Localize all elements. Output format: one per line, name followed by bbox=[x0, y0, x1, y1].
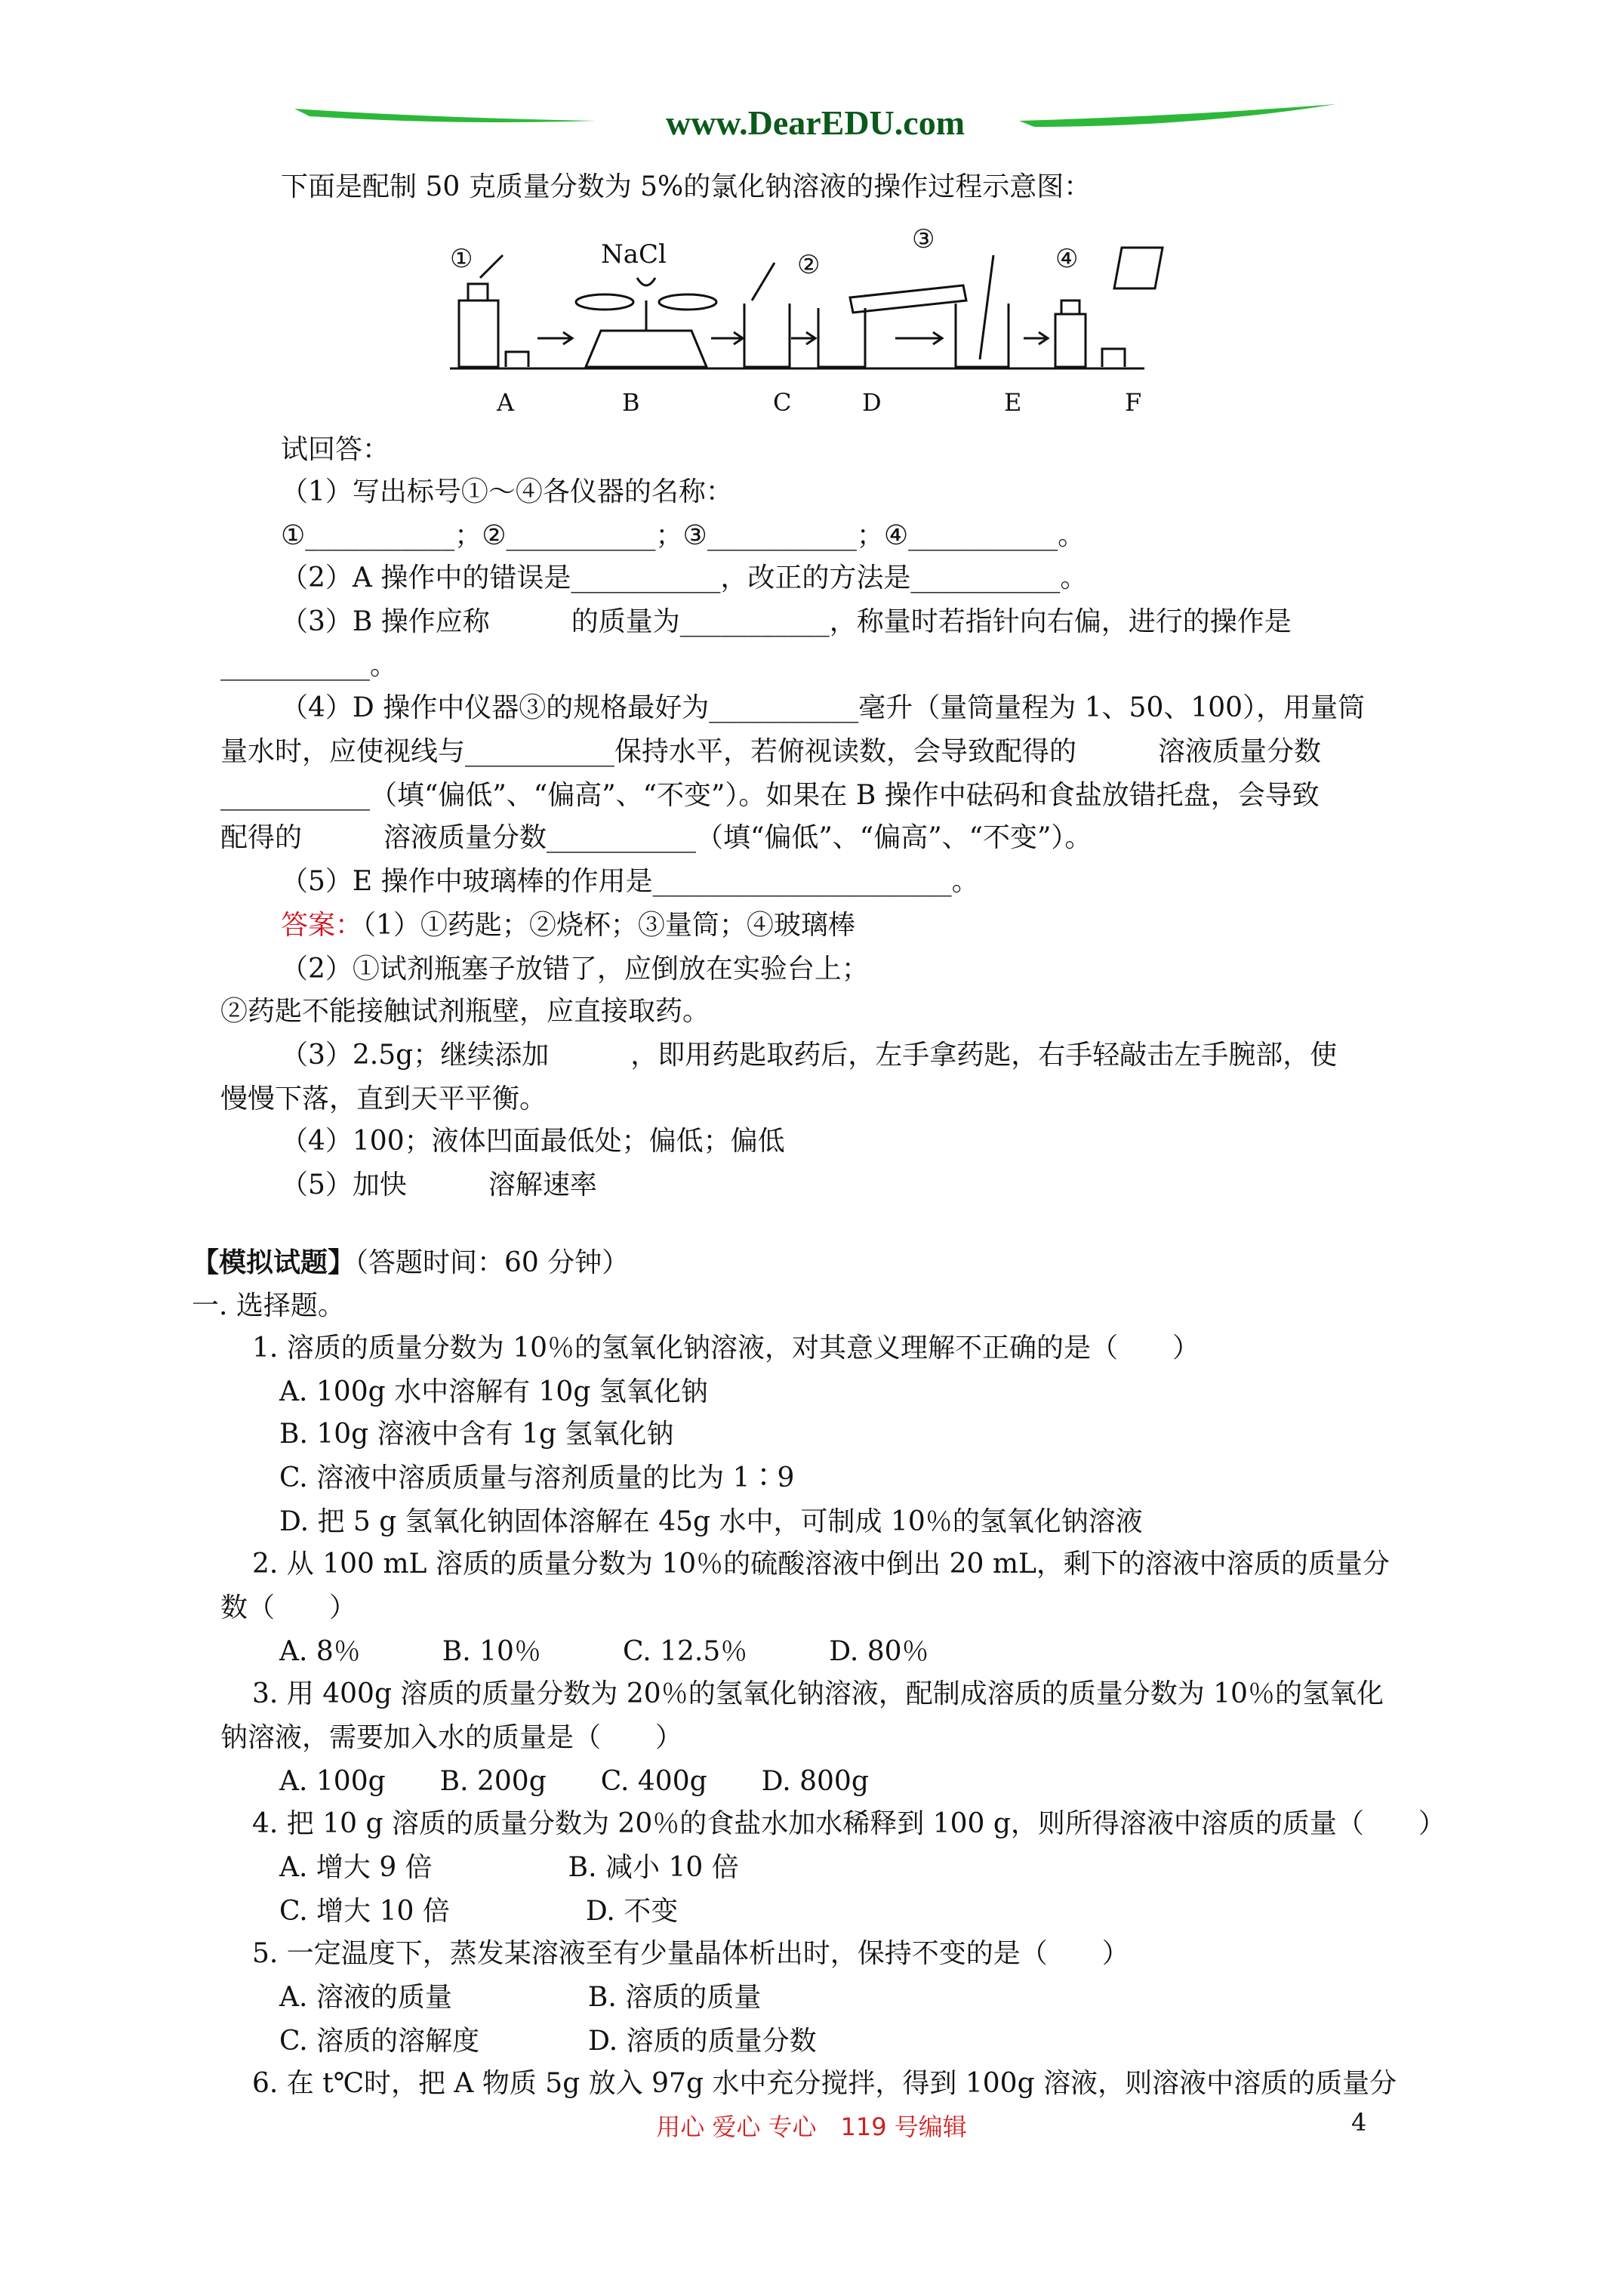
marker-3: ③ bbox=[912, 225, 935, 254]
step-label-e: E bbox=[1004, 388, 1022, 417]
intro-text: 下面是配制 50 克质量分数为 5%的氯化钠溶液的操作过程示意图： bbox=[281, 171, 1092, 202]
step-label-f: F bbox=[1125, 388, 1142, 417]
answer-line-1 bbox=[281, 911, 855, 941]
marker-1: ① bbox=[450, 244, 473, 274]
section-heading bbox=[192, 1247, 629, 1278]
option-line: A. 100g B. 200g C. 400g D. 800g bbox=[279, 1766, 869, 1797]
answer-3b: 慢慢下落，直到天平平衡。 bbox=[220, 1083, 547, 1114]
site-url[interactable]: www.DearEDU.com bbox=[665, 103, 965, 142]
option-line: A. 100g 水中溶解有 10g 氢氧化钠 bbox=[279, 1376, 708, 1407]
q5-line: （5）E 操作中玻璃棒的作用是______________________。 bbox=[281, 866, 979, 897]
answer-2b: ②药匙不能接触试剂瓶壁，应直接取药。 bbox=[220, 996, 710, 1027]
q4-line-2: 量水时，应使视线与___________保持水平，若俯视读数，会导致配得的 溶液质量分数 bbox=[220, 736, 1322, 767]
question-line: 2. 从 100 mL 溶质的质量分数为 10％的硫酸溶液中倒出 20 mL，剩下的溶液中溶质的质量分 bbox=[252, 1549, 1390, 1579]
option-line: A. 增大 9 倍 B. 减小 10 倍 bbox=[279, 1852, 739, 1883]
section-time: （答题时间：60 分钟） bbox=[355, 1247, 630, 1278]
q3-line: （3）B 操作应称 的质量为___________，称量时若指针向右偏，进行的操作是 bbox=[281, 606, 1292, 637]
step-label-b: B bbox=[622, 388, 640, 417]
option-line: C. 增大 10 倍 D. 不变 bbox=[279, 1896, 679, 1927]
answer-3: （3）2.5g；继续添加 ，即用药匙取药后，左手拿药匙，右手轻敲击左手腕部，使 bbox=[281, 1040, 1338, 1071]
option-line: C. 溶液中溶质质量与溶剂质量的比为 1∶9 bbox=[279, 1462, 795, 1493]
step-label-a: A bbox=[497, 388, 515, 417]
q4-line-4: 配得的 溶液质量分数___________（填“偏低”、“偏高”、“不变”）。 bbox=[220, 822, 1092, 853]
q3-line-cont: ___________。 bbox=[220, 650, 398, 681]
option-line: A. 8％ B. 10％ C. 12.5％ D. 80％ bbox=[279, 1636, 929, 1667]
q2-line: （2）A 操作中的错误是___________，改正的方法是___________。 bbox=[281, 562, 1088, 593]
answer-1: （1）①药匙；②烧杯；③量筒；④玻璃棒 bbox=[362, 910, 855, 941]
procedure-figure bbox=[442, 225, 1197, 424]
question-line: 5. 一定温度下，蒸发某溶液至有少量晶体析出时，保持不变的是（ ） bbox=[252, 1938, 1129, 1969]
answer-4: （4）100；液体凹面最低处；偏低；偏低 bbox=[281, 1126, 785, 1157]
site-header bbox=[294, 98, 1336, 159]
step-label-d: D bbox=[862, 388, 882, 417]
option-line: B. 10g 溶液中含有 1g 氢氧化钠 bbox=[279, 1419, 674, 1450]
question-line-cont: 数（ ） bbox=[220, 1592, 357, 1623]
question-line: 1. 溶质的质量分数为 10％的氢氧化钠溶液，对其意义理解不正确的是（ ） bbox=[252, 1333, 1200, 1364]
option-line: C. 溶质的溶解度 D. 溶质的质量分数 bbox=[279, 2026, 817, 2057]
option-line: A. 溶液的质量 B. 溶质的质量 bbox=[279, 1982, 762, 2013]
page-footer: 用心 爱心 专心 119 号编辑 bbox=[656, 2113, 967, 2141]
question-line: 3. 用 400g 溶质的质量分数为 20％的氢氧化钠溶液，配制成溶质的质量分数为 10％的氢氧化 bbox=[252, 1678, 1384, 1709]
answer-label: 答案： bbox=[281, 910, 363, 941]
prompt-line: 试回答： bbox=[281, 434, 390, 465]
q1-blanks: ①___________；②___________；③___________；④___________。 bbox=[281, 520, 1086, 551]
marker-2: ② bbox=[797, 250, 821, 280]
question-line: 一. 选择题。 bbox=[192, 1290, 345, 1321]
answer-2: （2）①试剂瓶塞子放错了，应倒放在实验台上； bbox=[281, 954, 869, 985]
option-line: D. 把 5 g 氢氧化钠固体溶解在 45g 水中，可制成 10％的氢氧化钠溶液 bbox=[279, 1506, 1143, 1537]
question-line: 4. 把 10 g 溶质的质量分数为 20％的食盐水加水稀释到 100 g，则所得溶液中溶质的质量（ ） bbox=[252, 1808, 1446, 1839]
marker-4: ④ bbox=[1055, 244, 1079, 274]
answer-5: （5）加快 溶解速率 bbox=[281, 1170, 597, 1200]
question-line: 6. 在 t℃时，把 A 物质 5g 放入 97g 水中充分搅拌，得到 100g 溶液，则溶液中溶质的质量分 bbox=[252, 2068, 1397, 2099]
section-title: 【模拟试题】 bbox=[192, 1247, 356, 1278]
page-number: 4 bbox=[1351, 2108, 1367, 2137]
q4-line: （4）D 操作中仪器③的规格最好为___________毫升（量筒量程为 1、50、100），用量筒 bbox=[281, 692, 1366, 723]
question-line-cont: 钠溶液，需要加入水的质量是（ ） bbox=[220, 1722, 683, 1753]
q1-line: （1）写出标号①～④各仪器的名称： bbox=[281, 476, 733, 507]
q4-line-3: ___________（填“偏低”、“偏高”、“不变”）。如果在 B 操作中砝码和食盐放错托盘，会导致 bbox=[220, 780, 1320, 811]
nacl-label: NaCl bbox=[601, 239, 667, 270]
step-label-c: C bbox=[773, 388, 792, 417]
procedure-diagram bbox=[442, 225, 1197, 421]
